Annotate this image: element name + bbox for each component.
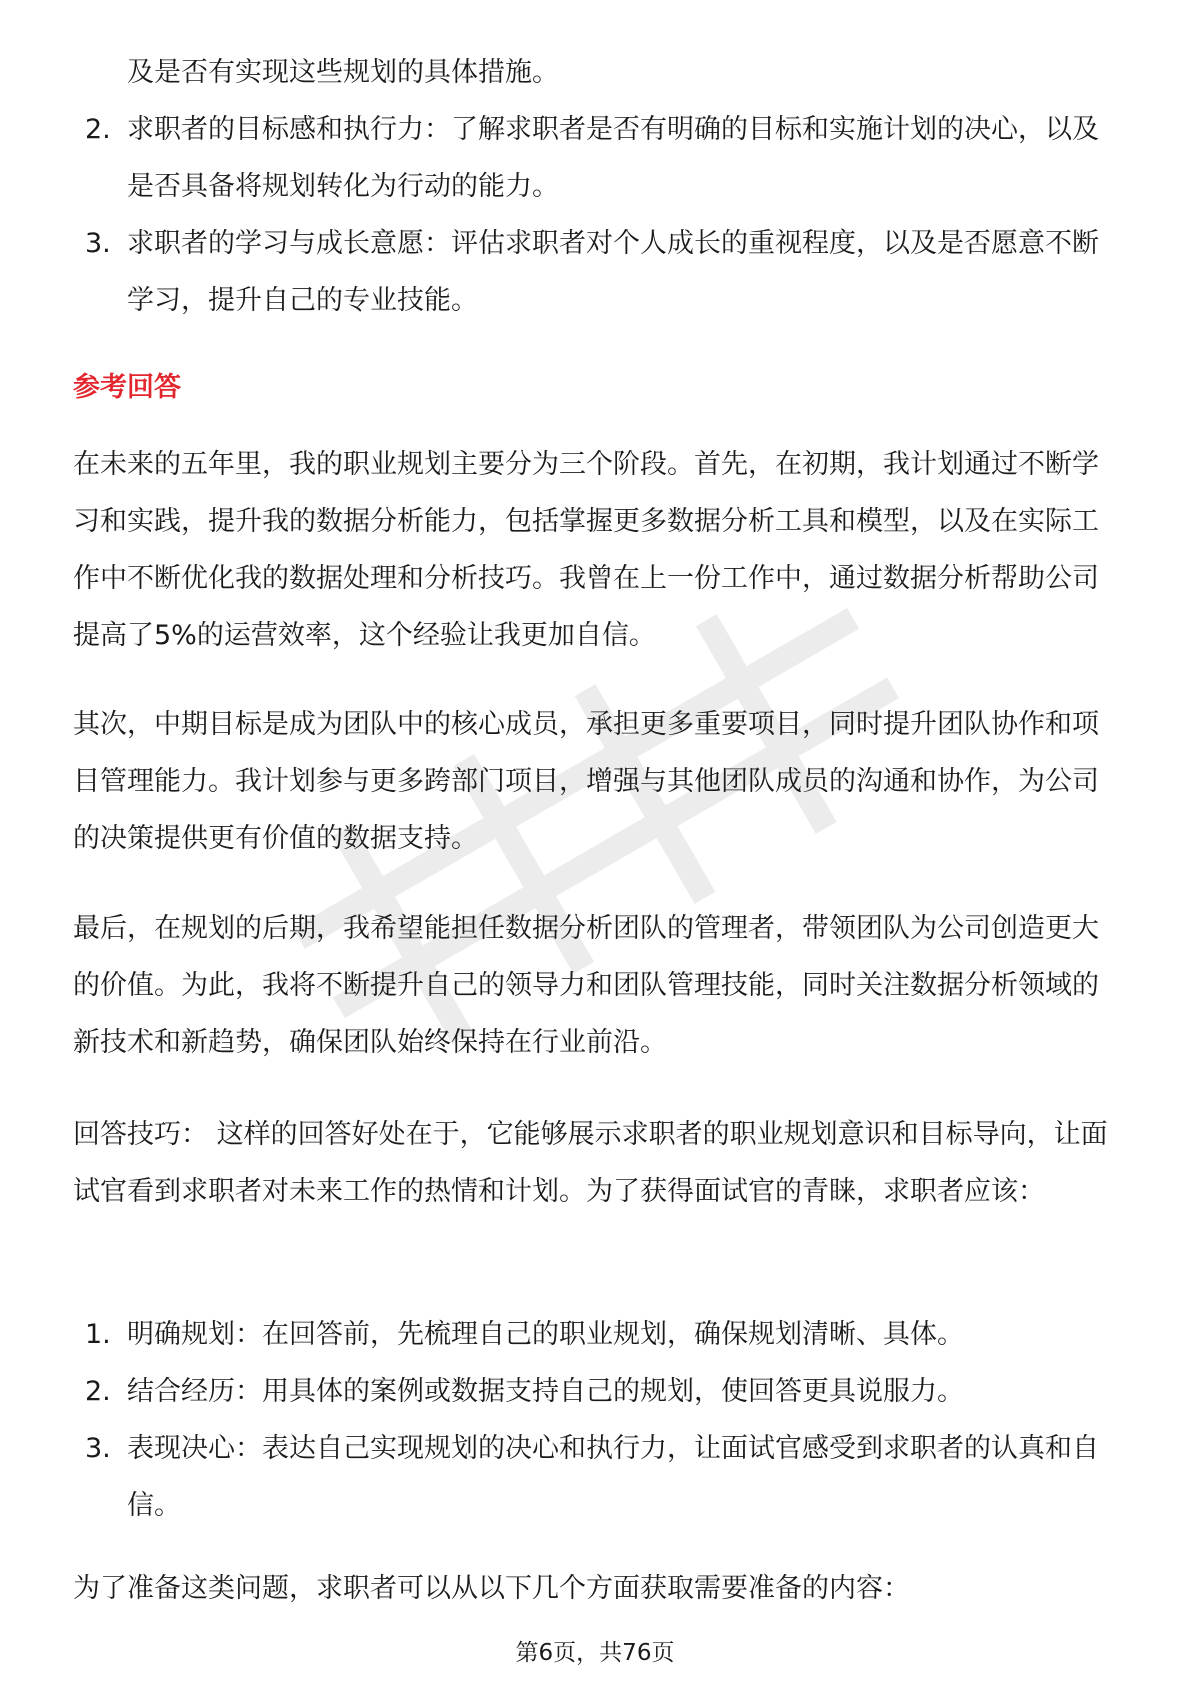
closing-paragraph: 为了准备这类问题，求职者可以从以下几个方面获取需要准备的内容：	[73, 1573, 910, 1604]
list-item	[0, 215, 1190, 329]
list-item-number: 1.	[85, 1319, 111, 1350]
list-item-continuation	[0, 44, 1190, 101]
section-heading: 参考回答	[73, 372, 181, 403]
list-item-text: 及是否有实现这些规划的具体措施。	[127, 57, 559, 88]
answer-paragraph: 其次，中期目标是成为团队中的核心成员，承担更多重要项目，同时提升团队协作和项目管理能力。我计划参与更多跨部门项目，增强与其他团队成员的沟通和协作，为公司的决策提供更有价值的数据支持。	[73, 709, 1099, 854]
focus-list	[0, 44, 1190, 329]
list-item-text: 明确规划：在回答前，先梳理自己的职业规划，确保规划清晰、具体。	[127, 1319, 964, 1350]
page-number: 第6页，共76页	[515, 1640, 675, 1666]
answer-paragraph: 最后，在规划的后期，我希望能担任数据分析团队的管理者，带领团队为公司创造更大的价值。为此，我将不断提升自己的领导力和团队管理技能，同时关注数据分析领域的新技术和新趋势，确保团队始终保持在行业前沿。	[73, 913, 1099, 1058]
list-item-number: 2.	[85, 114, 111, 145]
list-item-number: 3.	[85, 228, 111, 259]
list-item-number: 3.	[85, 1433, 111, 1464]
list-item-text: 求职者的学习与成长意愿：评估求职者对个人成长的重视程度，以及是否愿意不断学习，提升自己的专业技能。	[127, 228, 1099, 316]
list-item-number: 2.	[85, 1376, 111, 1407]
tips-list	[0, 1306, 1190, 1534]
answer-paragraph: 在未来的五年里，我的职业规划主要分为三个阶段。首先，在初期，我计划通过不断学习和实践，提升我的数据分析能力，包括掌握更多数据分析工具和模型，以及在实际工作中不断优化我的数据处理和分析技巧。我曾在上一份工作中，通过数据分析帮助公司提高了5%的运营效率，这个经验让我更加自信。	[73, 449, 1099, 651]
list-item-text: 表现决心：表达自己实现规划的决心和执行力，让面试官感受到求职者的认真和自信。	[127, 1433, 1099, 1521]
list-item-text: 结合经历：用具体的案例或数据支持自己的规划，使回答更具说服力。	[127, 1376, 964, 1407]
list-item-text: 求职者的目标感和执行力：了解求职者是否有明确的目标和实施计划的决心，以及是否具备将规划转化为行动的能力。	[127, 114, 1099, 202]
tips-paragraph: 回答技巧： 这样的回答好处在于，它能够展示求职者的职业规划意识和目标导向，让面试官看到求职者对未来工作的热情和计划。为了获得面试官的青睐，求职者应该：	[73, 1119, 1108, 1207]
list-item	[0, 1363, 1190, 1420]
list-item	[0, 101, 1190, 215]
list-item	[0, 1306, 1190, 1363]
list-item	[0, 1420, 1190, 1534]
